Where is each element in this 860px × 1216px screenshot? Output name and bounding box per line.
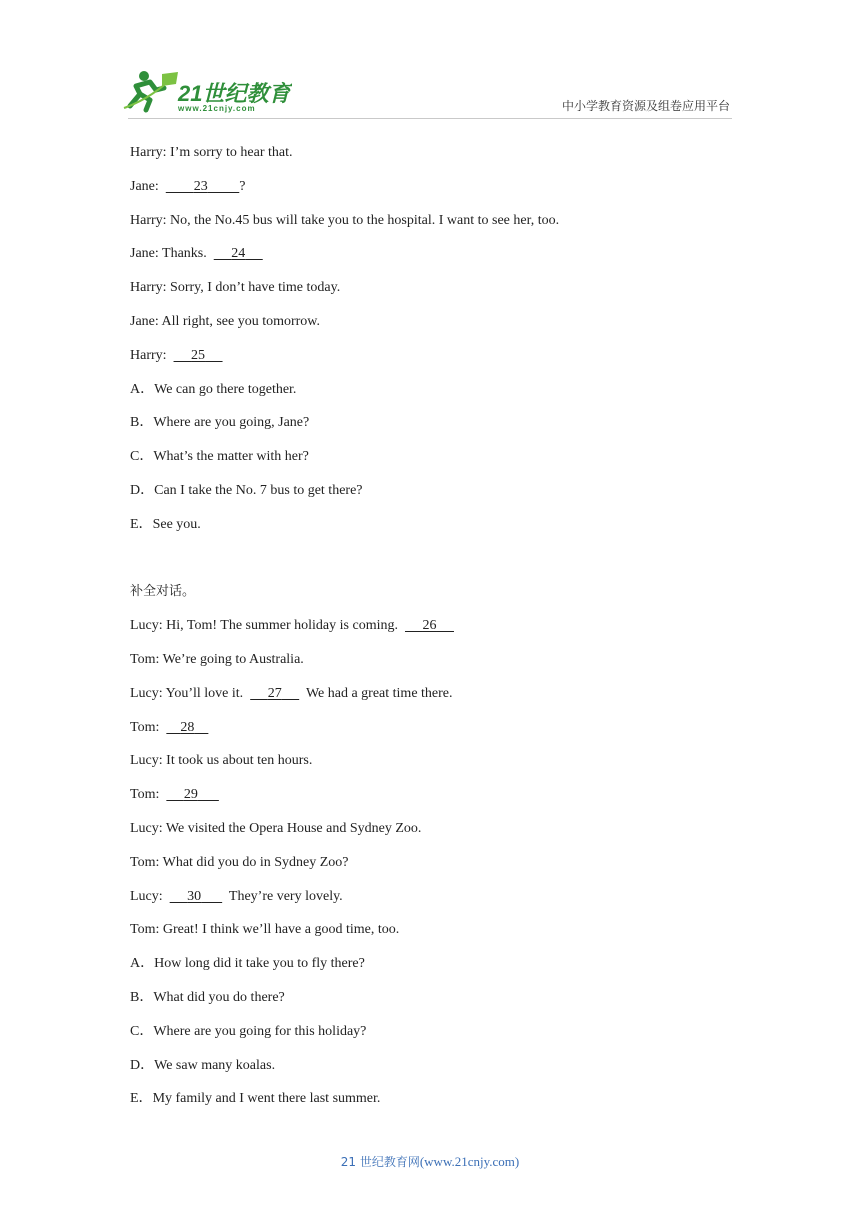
page-footer bbox=[0, 1153, 860, 1170]
dialogue-line: Tom: 28 bbox=[130, 711, 750, 745]
option-item: C．Where are you going for this holiday? bbox=[130, 1023, 367, 1039]
footer-link[interactable]: (www.21cnjy.com) bbox=[419, 1154, 520, 1169]
answer-blank: 29 bbox=[183, 787, 198, 803]
option-item: A．How long did it take you to fly there? bbox=[130, 956, 365, 972]
option-item: C．What’s the matter with her? bbox=[130, 449, 309, 465]
dialogue-line: Harry: 25 bbox=[130, 339, 750, 373]
answer-blank: 25 bbox=[191, 347, 206, 363]
logo-url: www.21cnjy.com bbox=[178, 104, 256, 113]
option-item: E．See you. bbox=[130, 516, 201, 532]
dialogue-line: Tom: Great! I think we’ll have a good time, too. bbox=[130, 922, 400, 938]
section-gap bbox=[130, 542, 750, 576]
option-item: D．We saw many koalas. bbox=[130, 1057, 276, 1073]
answer-blank: 26 bbox=[422, 618, 437, 634]
dialogue-line: Jane: Thanks. 24 bbox=[130, 237, 750, 271]
answer-blank: 30 bbox=[187, 888, 202, 904]
footer-site-name: 21 世纪教育网 bbox=[340, 1155, 420, 1169]
option-item: D．Can I take the No. 7 bus to get there? bbox=[130, 482, 363, 498]
option-item: A．We can go there together. bbox=[130, 381, 297, 397]
dialogue-line: Lucy: You’ll love it. 27 We had a great time there. bbox=[130, 677, 750, 711]
answer-blank: 24 bbox=[231, 246, 246, 262]
dialogue-line: Lucy: It took us about ten hours. bbox=[130, 753, 313, 769]
dialogue-1 bbox=[130, 136, 750, 542]
page-header bbox=[0, 0, 860, 130]
header-divider bbox=[128, 118, 732, 119]
logo-text: 21世纪教育 bbox=[178, 81, 291, 106]
header-platform-title: 中小学教育资源及组卷应用平台 bbox=[561, 99, 730, 113]
dialogue-line: Jane: All right, see you tomorrow. bbox=[130, 313, 321, 329]
section-instruction: 补全对话。 bbox=[130, 584, 196, 600]
dialogue-line: Harry: Sorry, I don’t have time today. bbox=[130, 280, 341, 296]
dialogue-line: Lucy: We visited the Opera House and Sydney Zoo. bbox=[130, 820, 422, 836]
option-item: B．What did you do there? bbox=[130, 989, 285, 1005]
dialogue-line: Harry: No, the No.45 bus will take you to the hospital. I want to see her, too. bbox=[130, 212, 560, 228]
dialogue-line: Lucy: Hi, Tom! The summer holiday is coming. 26 bbox=[130, 609, 750, 643]
document-body bbox=[130, 136, 750, 1116]
dialogue-line: Jane: 23 ? bbox=[130, 170, 750, 204]
option-item: B．Where are you going, Jane? bbox=[130, 415, 310, 431]
dialogue-2 bbox=[130, 575, 750, 1116]
answer-blank: 28 bbox=[180, 719, 195, 735]
answer-blank: 27 bbox=[267, 685, 282, 701]
dialogue-line: Tom: We’re going to Australia. bbox=[130, 651, 304, 667]
dialogue-line: Tom: 29 bbox=[130, 778, 750, 812]
dialogue-line: Tom: What did you do in Sydney Zoo? bbox=[130, 854, 349, 870]
answer-blank: 23 bbox=[193, 178, 208, 194]
dialogue-line: Harry: I’m sorry to hear that. bbox=[130, 145, 293, 160]
option-item: E．My family and I went there last summer. bbox=[130, 1091, 381, 1107]
dialogue-line: Lucy: 30 They’re very lovely. bbox=[130, 880, 750, 914]
